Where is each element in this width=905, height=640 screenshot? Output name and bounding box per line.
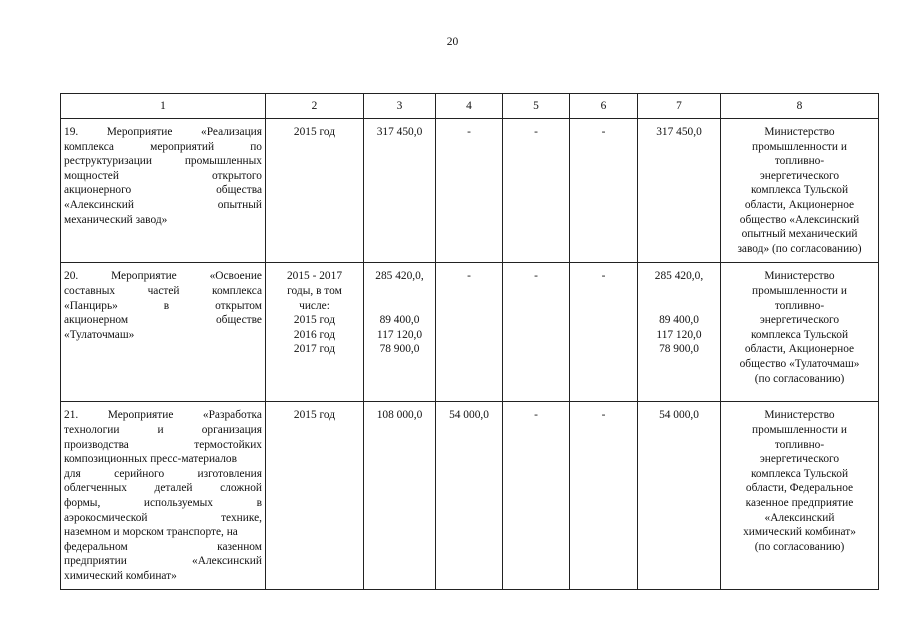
description-word: композиционных пресс-материалов: [64, 453, 237, 466]
description-word: обществе: [215, 314, 262, 327]
executor-cell: [721, 263, 879, 402]
cell-line: энергетического: [759, 314, 840, 327]
cell-line: 317 450,0: [376, 126, 423, 138]
description-word: комплекса: [212, 284, 262, 297]
amount-cell-col7: [638, 263, 721, 402]
description-word: мероприятий: [150, 140, 215, 153]
description-word: открытом: [215, 299, 262, 312]
cell-line: 2015 год: [293, 409, 336, 422]
cell-line: 78 900,0: [379, 343, 420, 356]
period-cell: [266, 119, 364, 263]
cell-line: 117 120,0: [376, 328, 423, 341]
column-header: 8: [721, 94, 879, 119]
description-word: Мероприятие: [111, 270, 177, 283]
description-word: опытный: [217, 198, 262, 211]
description-line: [64, 496, 262, 511]
description-line: [64, 423, 262, 438]
cell-line: завод» (по согласованию): [737, 242, 862, 255]
amount-cell-col4: [436, 119, 503, 263]
blank-line: [364, 299, 435, 314]
description-line: [64, 328, 262, 343]
description-word: общества: [216, 184, 262, 197]
executor-cell: [721, 119, 879, 263]
cell-line: (по согласованию): [754, 540, 845, 553]
total-amount-cell: [364, 263, 436, 402]
cell-line: 78 900,0: [659, 343, 699, 356]
cell-line: -: [534, 126, 538, 138]
executor-cell: [721, 402, 879, 590]
total-amount-cell: [364, 119, 436, 263]
cell-line: Министерство: [764, 270, 835, 283]
column-header: 4: [436, 94, 503, 119]
description-word: деталей: [154, 482, 193, 495]
description-word: «Панцирь»: [64, 299, 118, 312]
description-word: комплекса: [64, 140, 114, 153]
cell-line: комплекса Тульской: [750, 328, 849, 341]
period-cell: [266, 402, 364, 590]
column-header: 3: [364, 94, 436, 119]
description-line: [64, 154, 262, 169]
description-word: частей: [147, 284, 180, 297]
description-word: реструктуризации: [64, 155, 152, 168]
blank-line: [638, 284, 720, 299]
amount-cell-col5: [503, 263, 570, 402]
column-header: 2: [266, 94, 364, 119]
description-line: [64, 408, 262, 423]
cell-line: 117 120,0: [656, 328, 702, 341]
table-row: [61, 119, 879, 263]
description-word: наземном и морском транспорте, на: [64, 526, 238, 539]
description-word: сложной: [220, 482, 262, 495]
description-word: производства: [64, 438, 129, 451]
description-word: «Реализация: [201, 126, 262, 138]
cell-line: «Алексинский: [764, 511, 835, 524]
blank-line: [638, 299, 720, 314]
cell-line: -: [467, 126, 471, 138]
cell-line: 108 000,0: [376, 409, 423, 422]
cell-line: 2015 - 2017: [286, 270, 343, 283]
cell-line: энергетического: [759, 453, 840, 466]
description-line: [64, 467, 262, 482]
description-word: формы,: [64, 496, 101, 509]
total-amount-cell: [364, 402, 436, 590]
description-word: «Алексинский: [64, 198, 134, 211]
cell-line: промышленности и: [752, 284, 847, 297]
cell-line: 2017 год: [293, 343, 336, 356]
cell-line: -: [601, 126, 606, 138]
description-word: облегченных: [64, 482, 127, 495]
cell-line: энергетического: [759, 169, 840, 182]
cell-line: топливно-: [774, 438, 825, 451]
description-line: [64, 511, 262, 526]
cell-line: топливно-: [774, 155, 825, 168]
description-word: аэрокосмической: [64, 511, 148, 524]
description-word: акционерного: [64, 184, 132, 197]
amount-cell-col5: [503, 402, 570, 590]
cell-line: -: [601, 409, 606, 422]
page-number: 20: [446, 36, 459, 48]
description-word: и: [157, 423, 164, 436]
cell-line: 285 420,0,: [654, 270, 704, 283]
cell-line: топливно-: [774, 299, 825, 312]
description-word: изготовления: [197, 467, 262, 480]
amount-cell-col7: [638, 402, 721, 590]
header-row: [61, 94, 879, 119]
description-word: «Разработка: [202, 409, 262, 422]
cell-line: Министерство: [764, 409, 835, 422]
description-line: [64, 299, 262, 314]
description-word: технологии: [64, 423, 120, 436]
measure-description-cell: [61, 402, 266, 590]
description-word: составных: [64, 284, 116, 297]
description-word: «Освоение: [209, 270, 262, 283]
description-word: «Тулаточмаш»: [64, 328, 135, 341]
cell-line: Министерство: [764, 126, 835, 138]
amount-cell-col4: [436, 402, 503, 590]
column-header: 6: [570, 94, 638, 119]
description-word: в: [256, 496, 262, 509]
description-line: [64, 452, 262, 467]
amount-cell-col6: [570, 402, 638, 590]
cell-line: общество «Алексинский: [739, 213, 860, 226]
column-header: 5: [503, 94, 570, 119]
cell-line: промышленности и: [752, 140, 847, 153]
description-word: для: [64, 467, 81, 480]
cell-line: -: [467, 270, 471, 283]
cell-line: области, Акционерное: [744, 198, 855, 211]
cell-line: промышленности и: [752, 423, 847, 436]
cell-line: (по согласованию): [754, 372, 845, 385]
description-line: [64, 140, 262, 155]
amount-cell-col6: [570, 263, 638, 402]
description-line: [64, 169, 262, 184]
cell-line: общество «Тулаточмаш»: [739, 357, 860, 370]
description-line: [64, 284, 262, 299]
description-line: [64, 525, 262, 540]
cell-line: области, Акционерное: [744, 343, 855, 356]
cell-line: -: [534, 409, 538, 422]
cell-line: 54 000,0: [449, 409, 489, 422]
cell-line: 317 450,0: [656, 126, 702, 138]
description-word: Мероприятие: [106, 126, 173, 138]
description-line: [64, 540, 262, 555]
description-word: по: [250, 140, 262, 153]
description-word: открытого: [211, 169, 262, 182]
description-line: [64, 183, 262, 198]
cell-line: -: [601, 270, 606, 283]
description-word: механический завод»: [64, 213, 168, 226]
cell-line: химический комбинат»: [743, 526, 856, 539]
column-header: 1: [61, 94, 266, 119]
cell-line: казенное предприятие: [745, 496, 854, 509]
period-cell: [266, 263, 364, 402]
cell-line: числе:: [299, 299, 330, 312]
amount-cell-col6: [570, 119, 638, 263]
description-word: используемых: [143, 496, 213, 509]
description-line: [64, 313, 262, 328]
measure-description-cell: [61, 263, 266, 402]
description-word: в: [163, 299, 170, 312]
description-line: [64, 269, 262, 284]
description-word: технике,: [221, 511, 262, 524]
description-line: [64, 481, 262, 496]
amount-cell-col7: [638, 119, 721, 263]
cell-line: 2015 год: [293, 314, 336, 327]
description-word: 21.: [64, 409, 79, 422]
blank-line: [364, 284, 435, 299]
cell-line: -: [534, 270, 538, 283]
description-word: «Алексинский: [192, 555, 262, 568]
description-word: промышленных: [184, 155, 262, 168]
description-word: предприятии: [64, 555, 127, 568]
table-row: [61, 263, 879, 402]
cell-line: 89 400,0: [379, 314, 420, 327]
measures-table: [60, 93, 879, 590]
description-word: серийного: [114, 467, 165, 480]
cell-line: комплекса Тульской: [750, 467, 849, 480]
cell-line: 54 000,0: [659, 409, 699, 422]
cell-line: 285 420,0,: [375, 270, 424, 283]
description-word: 20.: [64, 270, 79, 283]
description-word: 19.: [64, 126, 79, 138]
description-line: [64, 213, 262, 228]
table-body: [61, 119, 879, 590]
description-word: организация: [201, 423, 262, 436]
cell-line: 2015 год: [293, 126, 336, 138]
amount-cell-col5: [503, 119, 570, 263]
description-line: [64, 569, 262, 584]
cell-line: 2016 год: [293, 328, 336, 341]
description-line: [64, 554, 262, 569]
description-word: Мероприятие: [107, 409, 174, 422]
cell-line: 89 400,0: [659, 314, 699, 327]
description-line: [64, 125, 262, 140]
cell-line: годы, в том: [287, 284, 342, 297]
cell-line: комплекса Тульской: [750, 184, 849, 197]
amount-cell-col4: [436, 263, 503, 402]
description-line: [64, 198, 262, 213]
description-word: химический комбинат»: [64, 569, 177, 582]
description-word: термостойких: [194, 438, 262, 451]
description-word: казенном: [217, 540, 262, 553]
cell-line: опытный механический: [741, 228, 858, 241]
cell-line: области, Федеральное: [745, 482, 854, 495]
measure-description-cell: [61, 119, 266, 263]
description-word: мощностей: [64, 169, 119, 182]
table-row: [61, 402, 879, 590]
description-word: федеральном: [64, 540, 128, 553]
description-line: [64, 438, 262, 453]
description-word: акционерном: [64, 314, 129, 327]
column-header: 7: [638, 94, 721, 119]
